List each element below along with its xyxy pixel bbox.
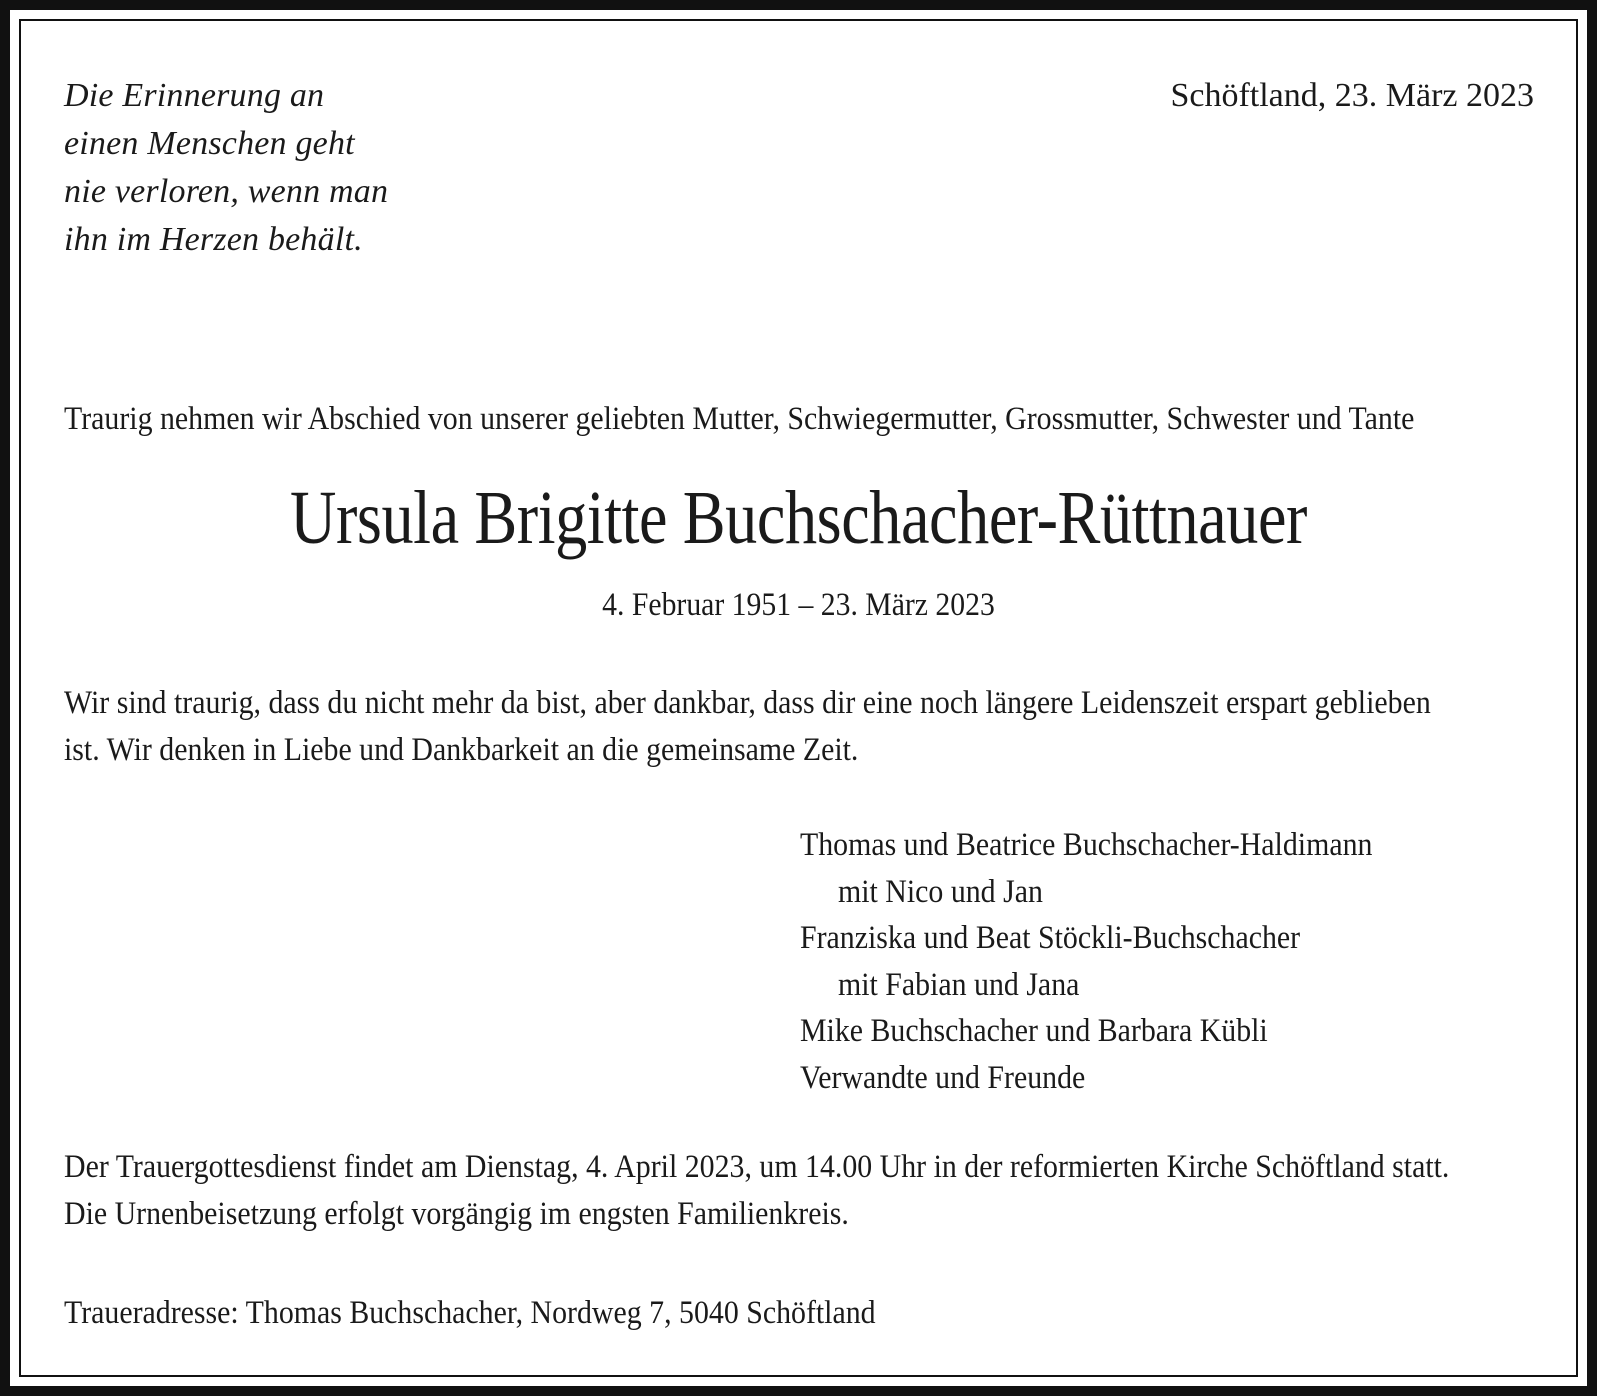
mourning-address: Traueradresse: Thomas Buchschacher, Nordweg 7, 5040 Schöftland	[64, 1295, 876, 1331]
motto-line: ihn im Herzen behält.	[64, 221, 363, 258]
service-line: Die Urnenbeisetzung erfolgt vorgängig im engsten Familienkreis.	[64, 1196, 849, 1232]
mourner-entry: Franziska und Beat Stöckli-Buchschacher	[800, 920, 1301, 956]
farewell-message	[64, 680, 1431, 774]
motto-line: nie verloren, wenn man	[64, 173, 389, 210]
motto-quote	[64, 72, 388, 264]
motto-line: einen Menschen geht	[64, 125, 355, 162]
service-line: Der Trauergottesdienst findet am Dienstag, 4. April 2023, um 14.00 Uhr in der reformierten Kirche Schöftland statt.	[64, 1149, 1450, 1185]
message-line: ist. Wir denken in Liebe und Dankbarkeit an die gemeinsame Zeit.	[64, 732, 859, 768]
message-line: Wir sind traurig, dass du nicht mehr da bist, aber dankbar, dass dir eine noch längere Leidenszeit erspart geblieben	[64, 685, 1431, 721]
mourner-entry: Verwandte und Freunde	[800, 1059, 1086, 1096]
mourner-subentry: mit Fabian und Jana	[838, 966, 1080, 1003]
deceased-name: Ursula Brigitte Buchschacher-Rüttnauer	[290, 476, 1307, 560]
mourner-subentry: mit Nico und Jan	[838, 873, 1043, 910]
motto-line: Die Erinnerung an	[64, 77, 325, 114]
life-dates: 4. Februar 1951 – 23. März 2023	[602, 587, 995, 623]
intro-text: Traurig nehmen wir Abschied von unserer geliebten Mutter, Schwiegermutter, Grossmutter, Schwester und Tante	[64, 401, 1415, 437]
mourner-entry: Thomas und Beatrice Buchschacher-Haldimann	[800, 827, 1373, 863]
mourner-entry: Mike Buchschacher und Barbara Kübli	[800, 1013, 1268, 1049]
place-and-date: Schöftland, 23. März 2023	[1170, 77, 1534, 114]
funeral-service-info	[64, 1144, 1449, 1238]
mourners-list	[800, 822, 1372, 1101]
